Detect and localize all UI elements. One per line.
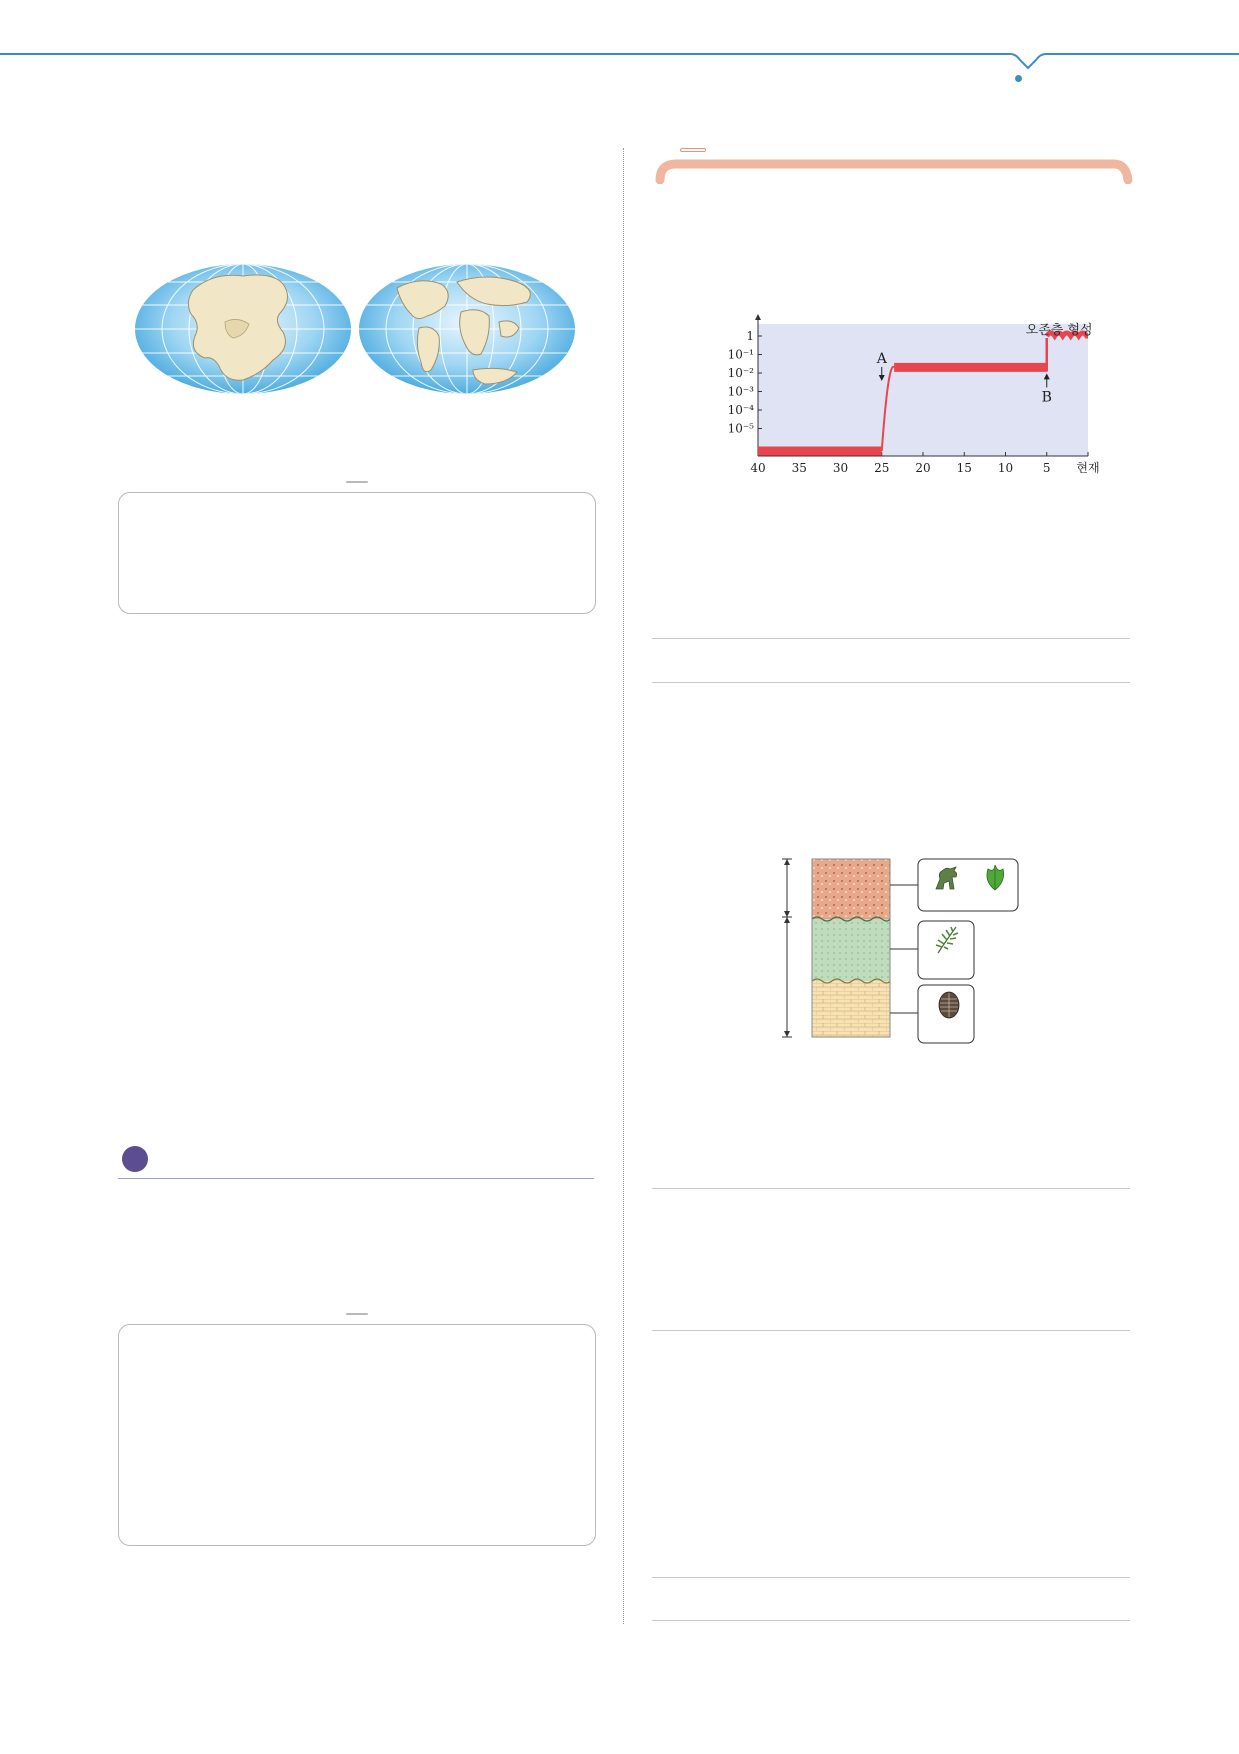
x-tick-label: 40	[750, 461, 766, 475]
answer-line[interactable]	[652, 1188, 1130, 1189]
oxygen-plot	[680, 310, 1100, 510]
strata-figure	[760, 855, 1020, 1047]
x-tick-label: 25	[874, 461, 890, 475]
y-tick-label: 10⁻²	[727, 366, 754, 380]
answer-line[interactable]	[652, 682, 1130, 683]
page-footer	[900, 1672, 1134, 1697]
y-tick-label: 10⁻³	[727, 384, 754, 399]
bogi-label	[346, 1313, 368, 1315]
oxygen-chart	[680, 310, 1100, 510]
annotation-a: A	[876, 351, 887, 367]
answer-reference	[1015, 70, 1028, 86]
annotation-b: B	[1041, 389, 1052, 406]
header-rule	[0, 40, 1239, 80]
x-tick-label: 15	[956, 461, 972, 475]
x-tick-label: 30	[832, 461, 849, 475]
globe-a	[133, 262, 353, 396]
essay-banner	[680, 148, 706, 152]
strata-column	[760, 855, 1020, 1047]
x-tick-label: 10	[997, 461, 1014, 475]
leaf-fossil-icon	[982, 863, 1008, 891]
x-tick-label: 20	[915, 461, 931, 475]
bullet-dot-icon	[1015, 75, 1022, 82]
q09-bogi-box	[118, 492, 596, 614]
x-tick-label: 현재	[1076, 461, 1100, 475]
y-tick-label: 10⁻¹	[727, 347, 754, 362]
section-heading	[118, 1142, 594, 1179]
x-tick-label: 5	[1042, 461, 1051, 475]
q10-bogi-box	[118, 1324, 596, 1546]
section-badge	[122, 1146, 148, 1172]
y-axis-arrow-icon	[755, 314, 761, 320]
x-tick-label: 35	[791, 461, 807, 475]
annotation-ozone: 오존층 형성	[1025, 323, 1093, 338]
plot-background	[758, 324, 1088, 456]
y-tick-label: 10⁻⁵	[727, 421, 754, 436]
bogi-label	[346, 481, 368, 483]
column-divider	[623, 148, 624, 1624]
essay-banner-line	[652, 150, 1134, 184]
dinosaur-icon	[932, 865, 962, 891]
answer-line[interactable]	[652, 1330, 1130, 1331]
fern-icon	[932, 925, 960, 955]
trilobite-icon	[936, 989, 962, 1019]
answer-line[interactable]	[652, 638, 1130, 639]
answer-line[interactable]	[652, 1577, 1130, 1578]
y-tick-label: 1	[746, 329, 754, 343]
answer-line[interactable]	[652, 1620, 1130, 1621]
y-tick-label: 10⁻⁴	[727, 403, 754, 417]
globe-b	[357, 262, 577, 396]
